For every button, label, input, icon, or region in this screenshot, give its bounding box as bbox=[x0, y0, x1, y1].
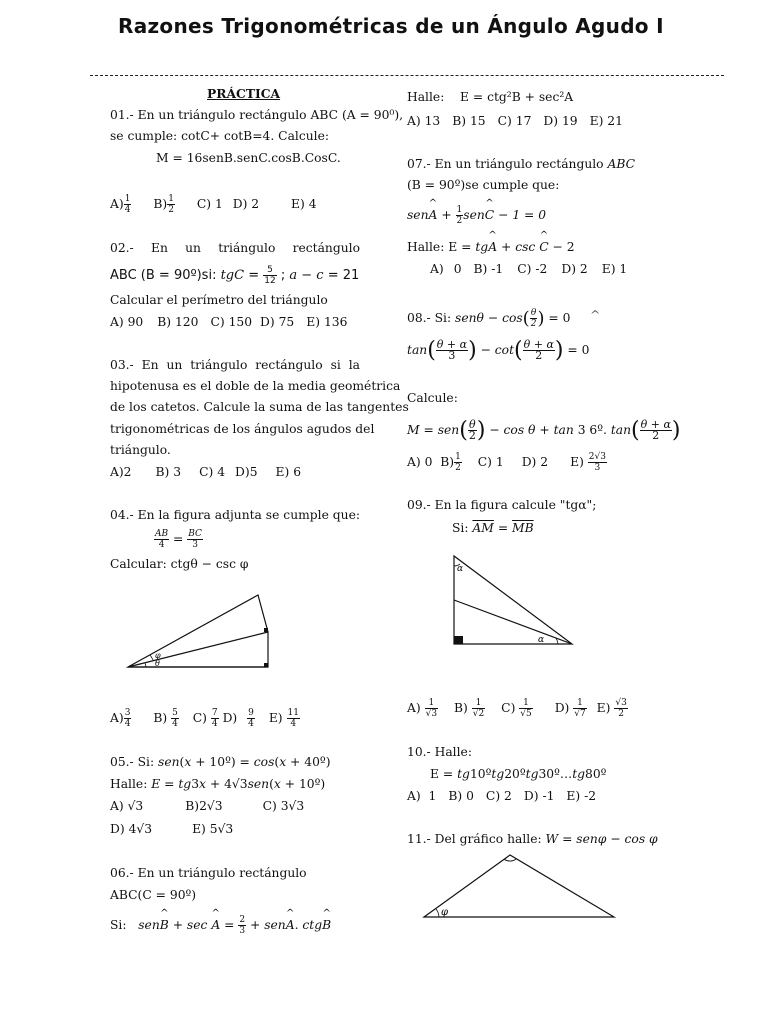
dashed-divider bbox=[90, 75, 724, 76]
q09-line2: Si: $\overline{AM} = \overline{MB}$ bbox=[452, 521, 534, 535]
page-title: Razones Trigonométricas de un Ángulo Agudo I bbox=[118, 14, 664, 38]
q09-triangle-figure bbox=[448, 550, 578, 650]
q06b-line: Halle: E = ctg²B + sec²A bbox=[407, 90, 574, 104]
q05-line1: 05.- Si: sen(x + 10º) = cos(x + 40º) bbox=[110, 755, 331, 769]
q03-line1: 03.- En un triángulo rectángulo si la bbox=[110, 358, 360, 372]
q06-line2: ABC(C = 90º) bbox=[110, 888, 197, 902]
caret-mark: ^ bbox=[590, 308, 601, 322]
q08-line3: Calcule: bbox=[407, 391, 458, 405]
q08-options: A) 0 B) $\frac{1}{2}$ C) 1 D) 2 E) $\frac{2√3}{3}$ bbox=[407, 452, 606, 473]
q04-options: A) $\frac{3}{4}$ B) $\frac{5}{4}$ C) $\frac{7}{4}$ D) $\frac{9}{4}$ E) $\frac{11}{4}$ bbox=[110, 708, 299, 729]
q11-line1: 11.- Del gráfico halle: W = senφ − cos φ bbox=[407, 832, 658, 846]
q03-options: A)2 B) 3 C) 4 D)5 E) 6 bbox=[110, 465, 302, 479]
q04-line2: Calcular: ctgθ − csc φ bbox=[110, 557, 249, 571]
q09-alpha-top-label: α bbox=[457, 564, 464, 574]
q09-alpha-right-label: α bbox=[538, 635, 545, 645]
q05-options-row2: D) 4√3 E) 5√3 bbox=[110, 822, 234, 836]
q07-line4: Halle: E = tg^ A + csc ^ C − 2 bbox=[407, 240, 575, 254]
q01-options: A) $\frac{1}{4}$ B) $\frac{1}{2}$ C) 1 D) 2 E) 4 bbox=[110, 194, 317, 215]
q05-options-row1: A) √3 B)2√3 C) 3√3 bbox=[110, 799, 305, 813]
q08-line2: tan( $\frac{\theta + \alpha}{3}$ ) − cot( $\frac{\theta + \alpha}{2}$ ) = 0 bbox=[407, 338, 590, 363]
q01-line3: M = 16senB.senC.cosB.CosC. bbox=[156, 151, 341, 165]
q06b-options: A) 13 B) 15 C) 17 D) 19 E) 21 bbox=[407, 114, 623, 128]
q07-line1: 07.- En un triángulo rectángulo ABC bbox=[407, 157, 636, 171]
frac-1-2: $\frac{1}{2}$ bbox=[168, 194, 174, 215]
q02-line2: ABC (B = 90º)si: tgC = $\frac{5}{12}$ ; a − c = 21 bbox=[110, 265, 360, 286]
q10-line2: E = tg10ºtg20ºtg30º…tg80º bbox=[430, 767, 607, 781]
q03-line5: triángulo. bbox=[110, 443, 171, 457]
q03-line4: trigonométricas de los ángulos agudos del bbox=[110, 422, 375, 436]
q01-line1: 01.- En un triángulo rectángulo ABC (A = 90⁰), bbox=[110, 108, 404, 122]
q06-line1: 06.- En un triángulo rectángulo bbox=[110, 866, 307, 880]
q09-line1: 09.- En la figura calcule "tgα"; bbox=[407, 498, 597, 512]
q07-options: A) 0 B) -1 C) -2 D) 2 E) 1 bbox=[430, 262, 628, 276]
q09-options: A) $\frac{1}{√3}$ B) $\frac{1}{√2}$ C) $\frac{1}{√5}$ D) $\frac{1}{√7}$ E) $\frac{√3}{2}$ bbox=[407, 698, 627, 719]
q04-triangle-figure bbox=[125, 590, 275, 672]
q04-line1: 04.- En la figura adjunta se cumple que: bbox=[110, 508, 360, 522]
q11-triangle-figure bbox=[420, 850, 620, 922]
q01-line2: se cumple: cotC+ cotB=4. Calcule: bbox=[110, 129, 329, 143]
q11-phi-label: φ bbox=[441, 907, 449, 918]
section-heading: PRÁCTICA bbox=[207, 86, 281, 101]
q04-theta-label: θ bbox=[155, 659, 160, 668]
q02-line1: 02.- En un triángulo rectángulo bbox=[110, 241, 360, 255]
q08-line4: M = sen( $\frac{\theta}{2}$ ) − cos θ + tan 3 6º. tan( $\frac{\theta + \alpha}{2}$ ) bbox=[407, 418, 681, 443]
q06-line3: Si: sen^ B + sec ^ A = $\frac{2}{3}$ + sen^ A. ctg^ B bbox=[110, 915, 331, 936]
frac-1-4: $\frac{1}{4}$ bbox=[124, 194, 131, 215]
q03-line3: de los catetos. Calcule la suma de las tangentes bbox=[110, 400, 409, 414]
q10-options: A) 1 B) 0 C) 2 D) -1 E) -2 bbox=[407, 789, 597, 803]
q03-line2: hipotenusa es el doble de la media geométrica bbox=[110, 379, 401, 393]
q02-options: A) 90 B) 120 C) 150 D) 75 E) 136 bbox=[110, 315, 348, 329]
q02-line3: Calcular el perímetro del triángulo bbox=[110, 293, 328, 307]
q07-equation: sen^ A + $\frac{1}{2}$ sen^ C − 1 = 0 bbox=[407, 205, 546, 226]
q04-phi-label: φ bbox=[155, 651, 161, 660]
q07-line2: (B = 90º)se cumple que: bbox=[407, 178, 560, 192]
q10-line1: 10.- Halle: bbox=[407, 745, 472, 759]
q04-ratio: $\frac{AB}{4}$ = $\frac{BC}{3}$ bbox=[155, 529, 202, 550]
q08-line1: 08.- Si: senθ − cos( $\frac{\theta}{2}$ ) = 0 bbox=[407, 308, 571, 329]
q05-line2: Halle: E = tg3x + 4√3sen(x + 10º) bbox=[110, 777, 326, 791]
